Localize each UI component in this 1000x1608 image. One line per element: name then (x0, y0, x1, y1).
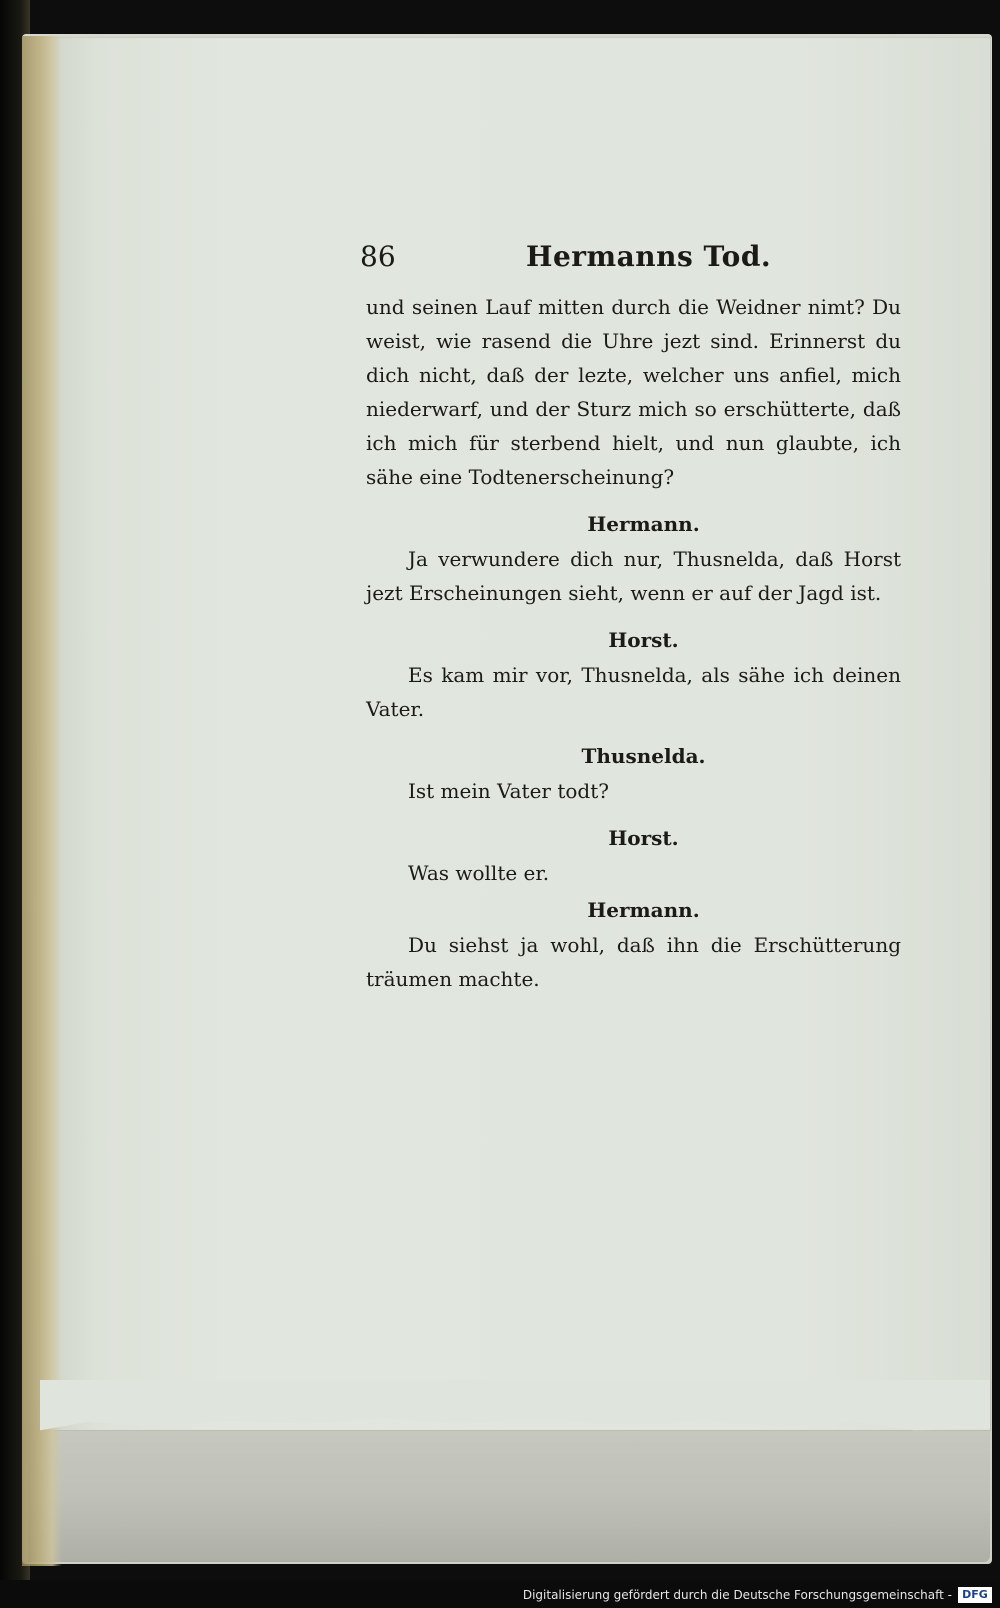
running-head (360, 240, 901, 284)
speaker-horst-1: Horst. (608, 628, 679, 652)
footer-bar (0, 1580, 1000, 1608)
paragraph-2: Ja verwundere dich nur, Thusnelda, daß Horst jezt Erscheinungen sieht, wenn er auf der Jagd ist. (366, 547, 901, 605)
speaker-hermann-2: Hermann. (587, 898, 700, 922)
dfg-logo: DFG (958, 1587, 992, 1603)
speaker-thusnelda: Thusnelda. (581, 744, 706, 768)
paragraph-1: und seinen Lauf mitten durch die Weidner nimt? Du weist, wie rasend die Uhre jezt sind. Erinnerst du dich nicht, daß der lezte, welcher uns anfiel, mich niederwarf, und der Sturz mich so erschütterte, daß ich mich für sterbend hielt, und nun glaubte, ich sähe eine Todtenerscheinung? (366, 295, 901, 489)
paragraph-6: Du siehst ja wohl, daß ihn die Erschütterung träumen machte. (366, 933, 901, 991)
running-title: Hermanns Tod. (526, 240, 772, 273)
page-number: 86 (360, 240, 396, 273)
page-content (360, 240, 901, 996)
speaker-hermann-1: Hermann. (587, 512, 700, 536)
paragraph-3: Es kam mir vor, Thusnelda, als sähe ich deinen Vater. (366, 663, 901, 721)
speaker-horst-2: Horst. (608, 826, 679, 850)
paragraph-4: Ist mein Vater todt? (408, 779, 609, 803)
page-gutter-stain (22, 36, 62, 1566)
funding-credit: Digitalisierung gefördert durch die Deutsche Forschungsgemeinschaft - (522, 1588, 952, 1602)
paragraph-5: Was wollte er. (408, 861, 550, 885)
